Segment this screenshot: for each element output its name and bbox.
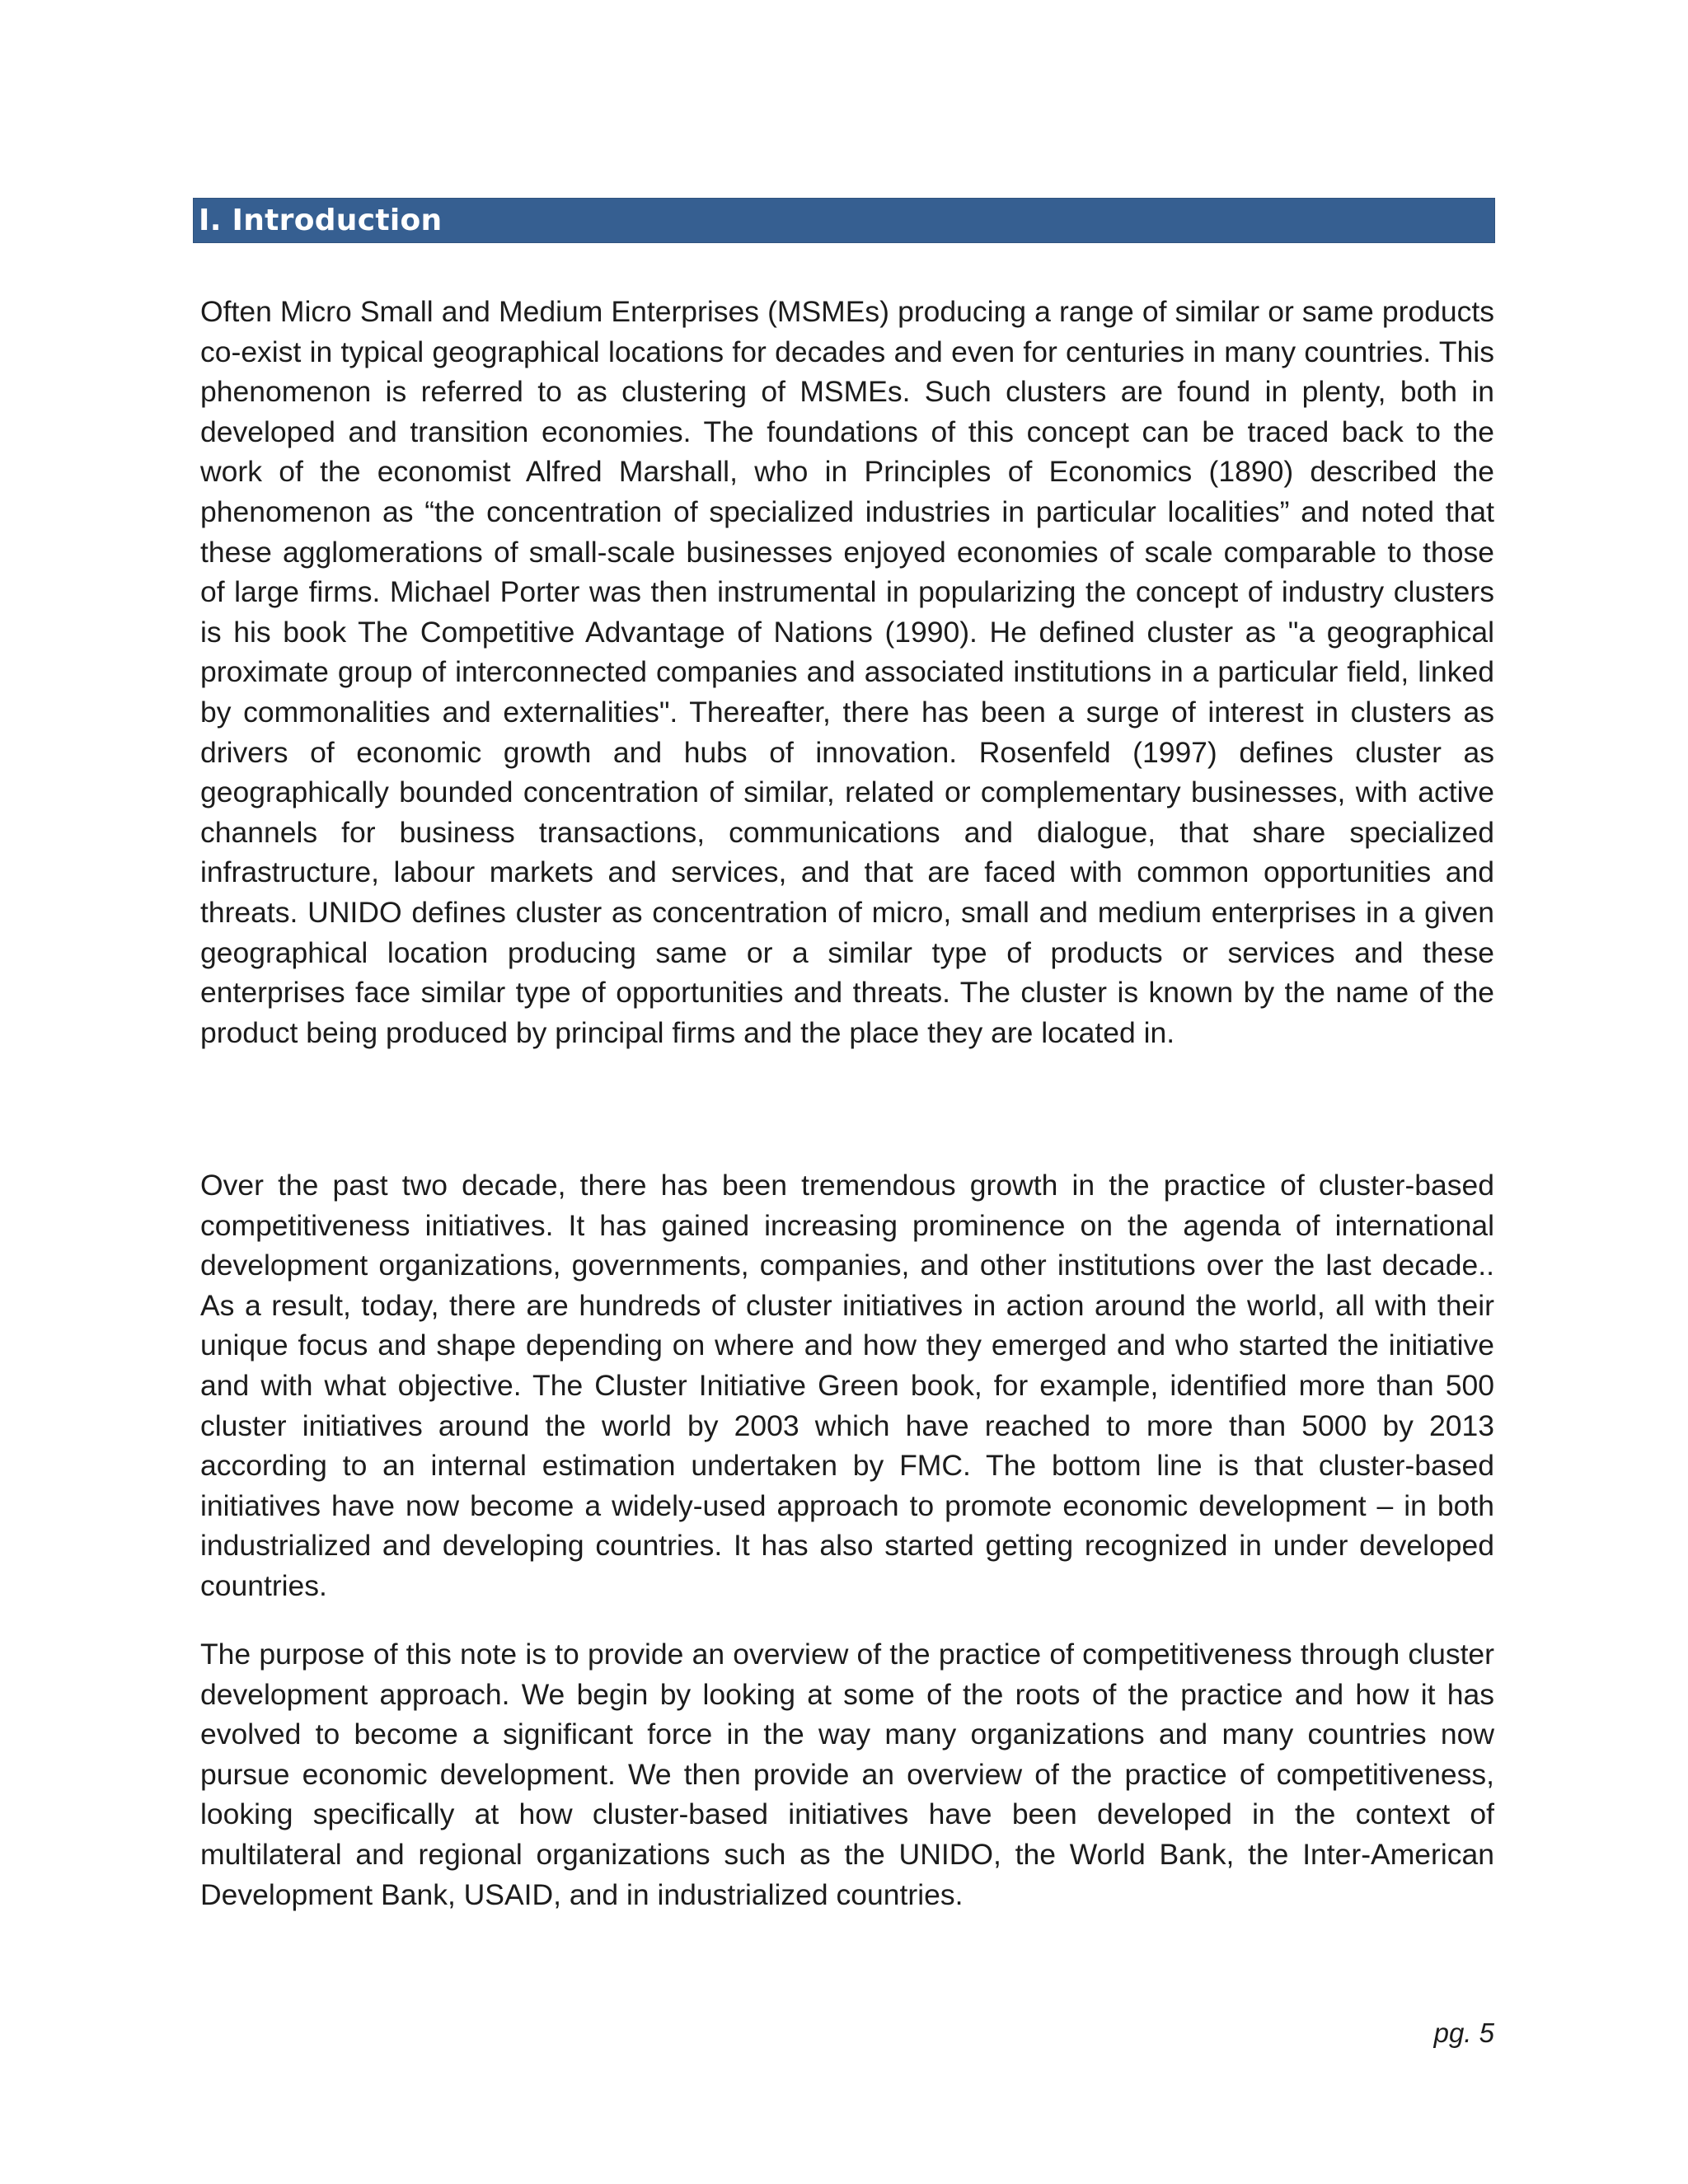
body-paragraph: The purpose of this note is to provide an overview of the practice of competitiveness through cluster development approach. We begin by looking at some of the roots of the practice and how it has evolved to become a significant force in the way many organizations and many countries now pursue economic development. We then provide an overview of the practice of competitiveness, looking specifically at how cluster-based initiatives have been developed in the context of multilateral and regional organizations such as the UNIDO, the World Bank, the Inter-American Development Bank, USAID, and in industrialized countries.: [200, 1638, 1494, 1911]
section-title: I. Introduction: [199, 204, 443, 237]
body-paragraph: Over the past two decade, there has been tremendous growth in the practice of cluster-based competitiveness initiatives. It has gained increasing prominence on the agenda of international development organizations, governments, companies, and other institutions over the last decade.. As a result, today, there are hundreds of cluster initiatives in action around the world, all with their unique focus and shape depending on where and how they emerged and who started the initiative and with what objective. The Cluster Initiative Green book, for example, identified more than 500 cluster initiatives around the world by 2003 which have reached to more than 5000 by 2013 according to an internal estimation undertaken by FMC. The bottom line is that cluster-based initiatives have now become a widely-used approach to promote economic development – in both industrialized and developing countries. It has also started getting recognized in under developed countries.: [200, 1169, 1494, 1602]
page-number: pg. 5: [1433, 2018, 1494, 2048]
section-header-bar: [193, 198, 1495, 243]
body-paragraph: Often Micro Small and Medium Enterprises (MSMEs) producing a range of similar or same products co-exist in typical geographical locations for decades and even for centuries in many countries. This phenomenon is referred to as clustering of MSMEs. Such clusters are found in plenty, both in developed and transition economies. The foundations of this concept can be traced back to the work of the economist Alfred Marshall, who in Principles of Economics (1890) described the phenomenon as “the concentration of specialized industries in particular localities” and noted that these agglomerations of small-scale businesses enjoyed economies of scale comparable to those of large firms. Michael Porter was then instrumental in popularizing the concept of industry clusters is his book The Competitive Advantage of Nations (1990). He defined cluster as "a geographical proximate group of interconnected companies and associated institutions in a particular field, linked by commonalities and externalities". Thereafter, there has been a surge of interest in clusters as drivers of economic growth and hubs of innovation. Rosenfeld (1997) defines cluster as geographically bounded concentration of similar, related or complementary businesses, with active channels for business transactions, communications and dialogue, that share specialized infrastructure, labour markets and services, and that are faced with common opportunities and threats. UNIDO defines cluster as concentration of micro, small and medium enterprises in a given geographical location producing same or a similar type of products or services and these enterprises face similar type of opportunities and threats. The cluster is known by the name of the product being produced by principal firms and the place they are located in.: [200, 295, 1494, 1049]
